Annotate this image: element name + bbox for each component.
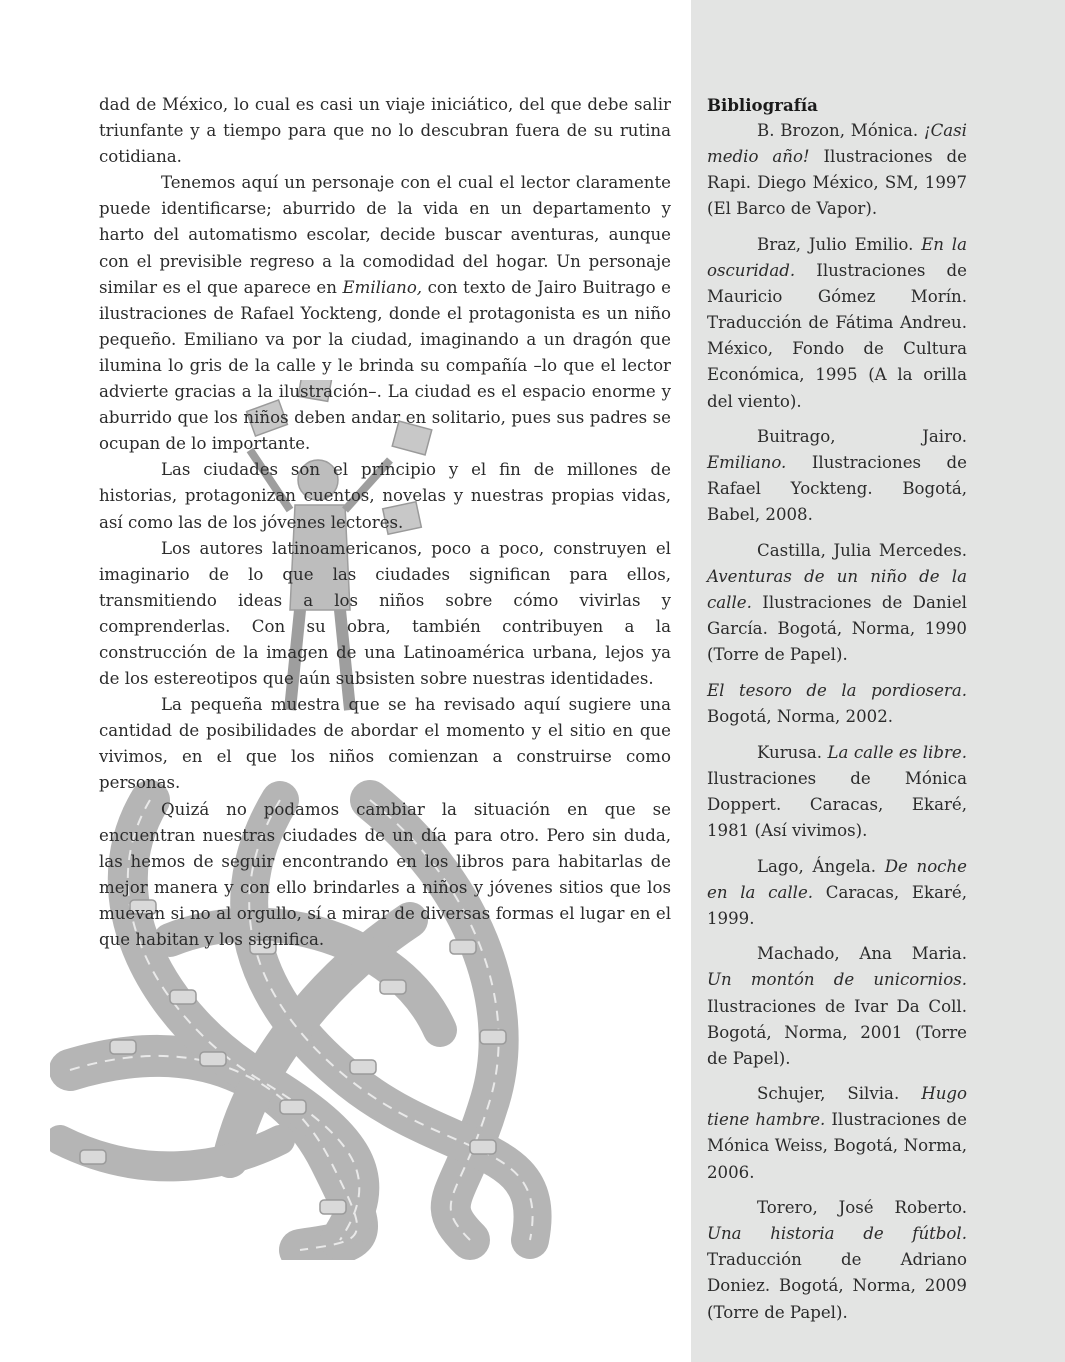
bibliography-title: Bibliografía bbox=[707, 95, 818, 115]
paragraph: dad de México, lo cual es casi un viaje iniciático, del que debe salir triunfante y a tiempo para que no lo descubran fuera de su rutina cotidiana. bbox=[99, 95, 671, 167]
entry-title: En la oscuridad. bbox=[707, 234, 968, 281]
entry-title: Un montón de unicornios. bbox=[707, 970, 967, 990]
article-body bbox=[99, 92, 671, 953]
entry-details: Ilustraciones de Rafael Yockteng. Bogotá, Babel, 2008. bbox=[707, 453, 967, 525]
entry-details: Traducción de Adriano Doniez. Bogotá, Norma, 2009 (Torre de Papel). bbox=[707, 1250, 967, 1322]
paragraph: Los autores latinoamericanos, poco a poco, construyen el imaginario de lo que las ciudades significan para ellos, transmitiendo ideas a los niños sobre cómo vivirlas y comprenderlas. Con su obra, también contribuyen a la construcción de la imagen de una Latinoamérica urbana, lejos ya de los estereotipos que aún subsisten sobre nuestras identidades. bbox=[99, 538, 671, 689]
entry-details: Ilustraciones de Daniel García. Bogotá, Norma, 1990 (Torre de Papel). bbox=[707, 593, 967, 665]
entry-author: Castilla, Julia Mercedes. bbox=[757, 541, 967, 560]
bibliography-entry bbox=[707, 1195, 967, 1325]
entry-author: Machado, Ana Maria. bbox=[757, 944, 967, 964]
entry-title: El tesoro de la pordiosera. bbox=[707, 680, 967, 700]
bibliography-entry bbox=[707, 941, 967, 1071]
paragraph: La pequeña muestra que se ha revisado aquí sugiere una cantidad de posibilidades de abordar el momento y el sitio en que vivimos, en el que los niños comienzan a construirse como personas. bbox=[99, 695, 671, 793]
entry-author: Schujer, Silvia. bbox=[757, 1084, 922, 1104]
entry-title: ¡Casi medio año! bbox=[707, 121, 967, 167]
entry-author: B. Brozon, Mónica. bbox=[757, 121, 924, 141]
entry-details: Ilustraciones de Mauricio Gómez Morín. Traducción de Fátima Andreu. México, Fondo de Cultura Económica, 1995 (A la orilla del viento). bbox=[707, 261, 967, 411]
paragraph-text: con texto de Jairo Buitrago e ilustraciones de Rafael Yockteng, donde el protagonista es un niño pequeño. Emiliano va por la ciudad, imaginando a un dragón que ilumina lo gris de la calle y le brinda su compañía –lo que el lector advierte gracias a la ilustración–. La ciudad es el espacio enorme y aburrido que los niños deben andar en solitario, pues sus padres se ocupan de lo importante. bbox=[99, 277, 671, 454]
entry-author: Kurusa. bbox=[757, 742, 828, 762]
bibliography-entry bbox=[707, 854, 967, 932]
bibliography-entry bbox=[707, 740, 967, 844]
paragraph-text: Tenemos aquí un personaje con el cual el lector claramente puede identificarse; aburrido de la vida en un departamento y harto del automatismo escolar, decide buscar aventuras, aunque con el previsible regreso a la comodidad del hogar. Un personaje similar es el que aparece en bbox=[99, 173, 671, 297]
entry-details: Ilustraciones de Mónica Weiss, Bogotá, Norma, 2006. bbox=[707, 1110, 967, 1182]
entry-title: Hugo tiene hambre. bbox=[707, 1084, 967, 1130]
entry-details: Ilustraciones de Mónica Doppert. Caracas, Ekaré, 1981 (Así vivimos). bbox=[707, 768, 967, 840]
book-title: Emiliano, bbox=[342, 277, 423, 297]
entry-author: Braz, Julio Emilio. bbox=[757, 234, 922, 254]
bibliography bbox=[707, 92, 967, 1335]
bibliography-entry bbox=[707, 678, 967, 730]
entry-author: Lago, Ángela. bbox=[757, 856, 885, 876]
entry-author: Buitrago, Jairo. bbox=[757, 427, 967, 447]
bibliography-entry bbox=[707, 538, 967, 668]
bibliography-entry bbox=[707, 232, 967, 415]
entry-title: Emiliano. bbox=[707, 453, 787, 473]
entry-title: Aventuras de un niño de la calle. bbox=[707, 567, 967, 613]
paragraph bbox=[99, 170, 671, 457]
entry-title: De noche en la calle. bbox=[707, 856, 967, 902]
entry-details: Ilustraciones de Ivar Da Coll. Bogotá, Norma, 2001 (Torre de Papel). bbox=[707, 996, 967, 1068]
entry-details: Ilustraciones de Rapi. Diego México, SM, 1997 (El Barco de Vapor). bbox=[707, 147, 967, 219]
bibliography-entry bbox=[707, 424, 967, 528]
paragraph: Quizá no podamos cambiar la situación en que se encuentran nuestras ciudades de un día para otro. Pero sin duda, las hemos de seguir encontrando en los libros para habitarlas de mejor manera y con ello brindarles a niños y jóvenes sitios que los muevan si no al orgullo, sí a mirar de diversas formas el lugar en el que habitan y los significa. bbox=[99, 799, 671, 949]
entry-title: Una historia de fútbol. bbox=[707, 1224, 967, 1244]
entry-title: La calle es libre. bbox=[827, 742, 967, 762]
paragraph: Las ciudades son el principio y el fin de millones de historias, protagonizan cuentos, novelas y nuestras propias vidas, así como las de los jóvenes lectores. bbox=[99, 460, 671, 532]
entry-details: Bogotá, Norma, 2002. bbox=[707, 707, 894, 727]
entry-details: Caracas, Ekaré, 1999. bbox=[707, 882, 967, 928]
entry-author: Torero, José Roberto. bbox=[757, 1198, 967, 1218]
bibliography-entry bbox=[707, 118, 967, 222]
bibliography-entry bbox=[707, 1081, 967, 1185]
